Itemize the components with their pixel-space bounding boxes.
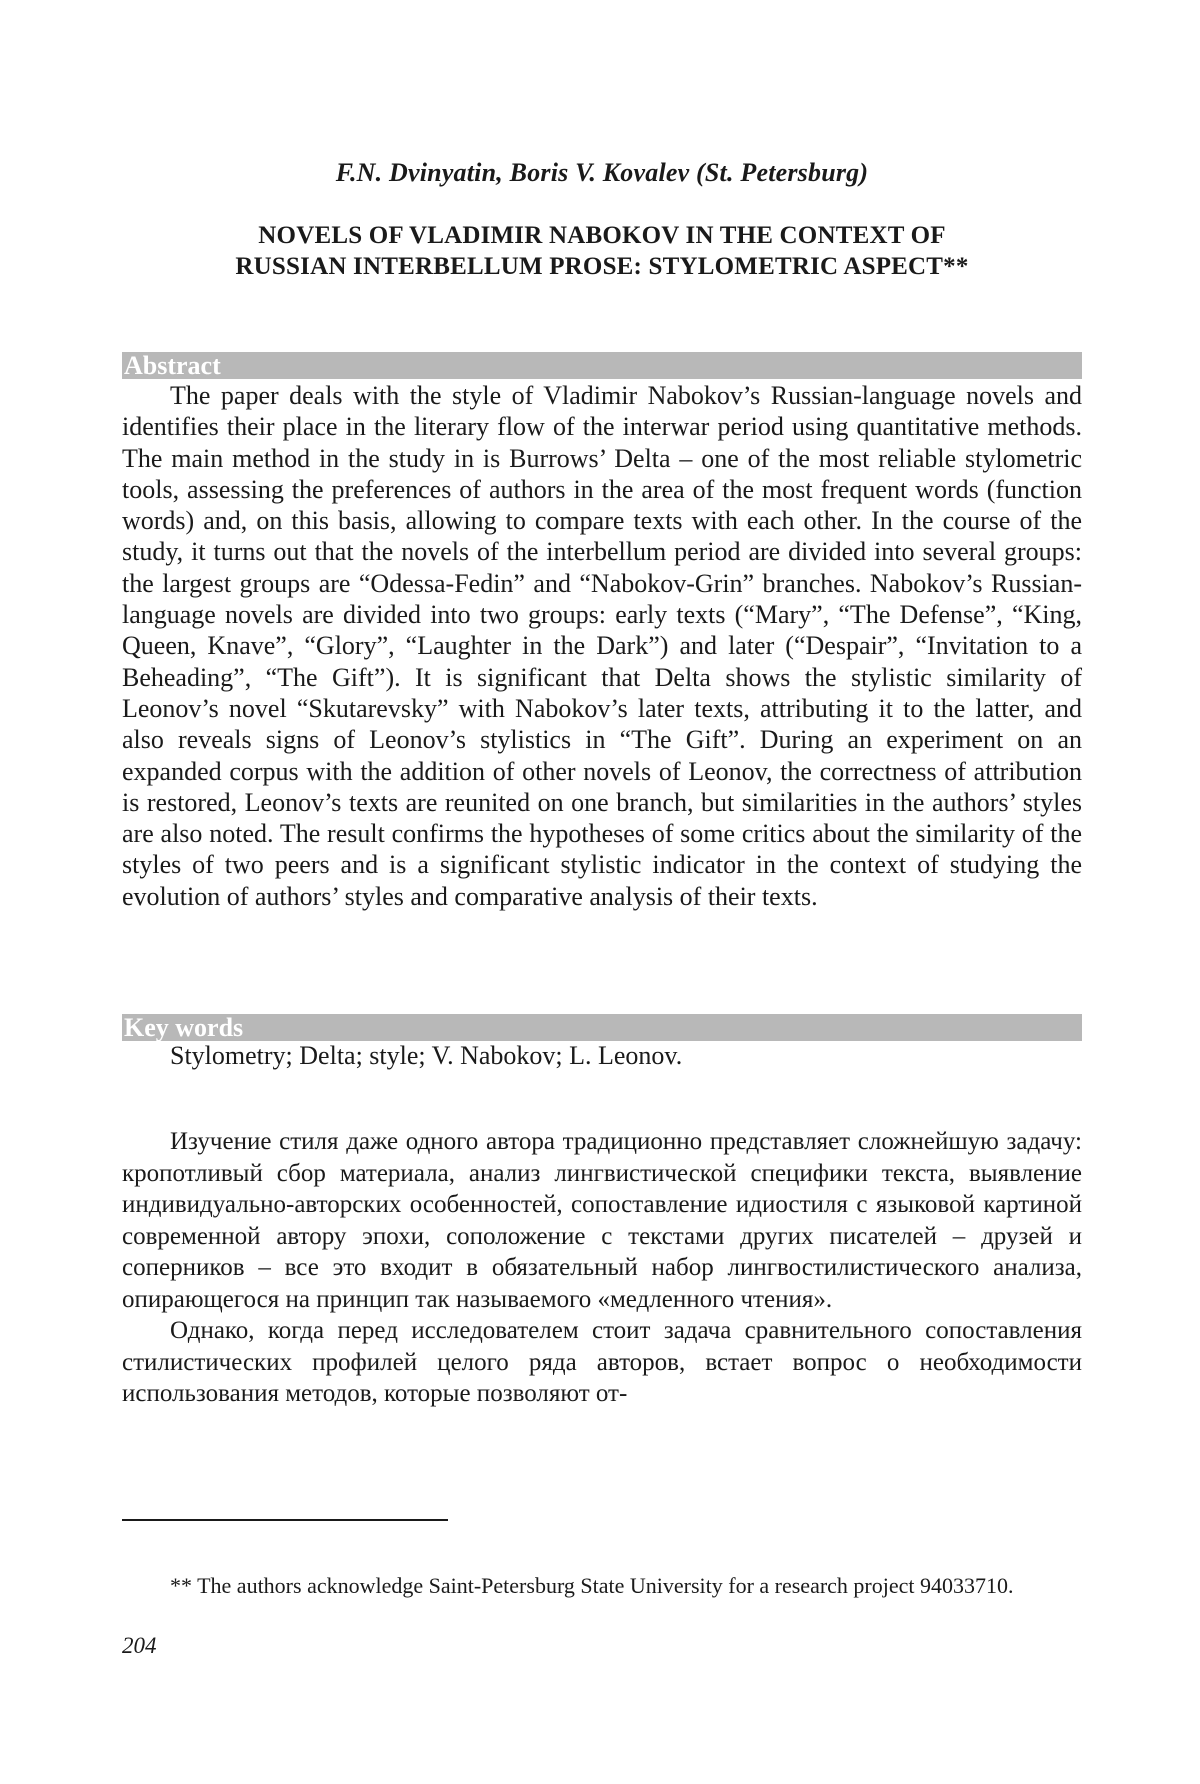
page-number: 204 xyxy=(122,1633,157,1658)
body-paragraph-1: Изучение стиля даже одного автора традиционно представляет сложнейшую задачу: кропотливый сбор материала, анализ лингвистической специфики текста, выявление индивидуально-авторских особенностей, сопоставление идиостиля с языковой картиной современной автору эпохи, соположение с текстами других писателей – друзей и соперников – все это входит в обязательный набор лингвостилистического анализа, опирающегося на принцип так называемого «медленного чтения». xyxy=(122,1128,1082,1313)
main-body xyxy=(122,1126,1082,1410)
body-paragraph-2: Однако, когда перед исследователем стоит задача сравнительного сопоставления стилистических профилей целого ряда авторов, встает вопрос о необходимости использования методов, которые позволяют от- xyxy=(122,1317,1082,1407)
keywords-text: Stylometry; Delta; style; V. Nabokov; L. Leonov. xyxy=(170,1041,683,1070)
abstract-heading: Abstract xyxy=(122,352,1082,379)
paper-page xyxy=(122,0,1082,1784)
title-line-1: NOVELS OF VLADIMIR NABOKOV IN THE CONTEXT OF xyxy=(258,222,946,249)
title-line-2: RUSSIAN INTERBELLUM PROSE: STYLOMETRIC ASPECT** xyxy=(235,253,969,280)
keywords-heading: Key words xyxy=(122,1014,1082,1041)
paper-title xyxy=(122,220,1082,282)
footnote-text: ** The authors acknowledge Saint-Petersburg State University for a research project 94033710. xyxy=(170,1573,1014,1598)
footnote-divider xyxy=(122,1519,448,1521)
authors-line: F.N. Dvinyatin, Boris V. Kovalev (St. Petersburg) xyxy=(335,158,869,187)
abstract-text: The paper deals with the style of Vladimir Nabokov’s Russian-language novels and identifies their place in the literary flow of the interwar period using quantitative methods. The main method in the study in is Burrows’ Delta – one of the most reliable stylometric tools, assessing the preferences of authors in the area of the most frequent words (function words) and, on this basis, allowing to compare texts with each other. In the course of the study, it turns out that the novels of the interbellum period are divided into several groups: the largest groups are “Odessa-Fedin” and “Nabokov-Grin” branches. Nabokov’s Russian-language novels are divided into two groups: early texts (“Mary”, “The Defense”, “King, Queen, Knave”, “Glory”, “Laughter in the Dark”) and later (“Despair”, “Invitation to a Beheading”, “The Gift”). It is significant that Delta shows the stylistic similarity of Leonov’s novel “Skutarevsky” with Nabokov’s later texts, attributing it to the latter, and also reveals signs of Leonov’s stylistics in “The Gift”. During an experiment on an expanded corpus with the addition of other novels of Leonov, the correctness of attribution is restored, Leonov’s texts are reunited on one branch, but similarities in the authors’ styles are also noted. The result confirms the hypotheses of some critics about the similarity of the styles of two peers and is a significant stylistic indicator in the context of studying the evolution of authors’ styles and comparative analysis of their texts. xyxy=(122,381,1082,911)
